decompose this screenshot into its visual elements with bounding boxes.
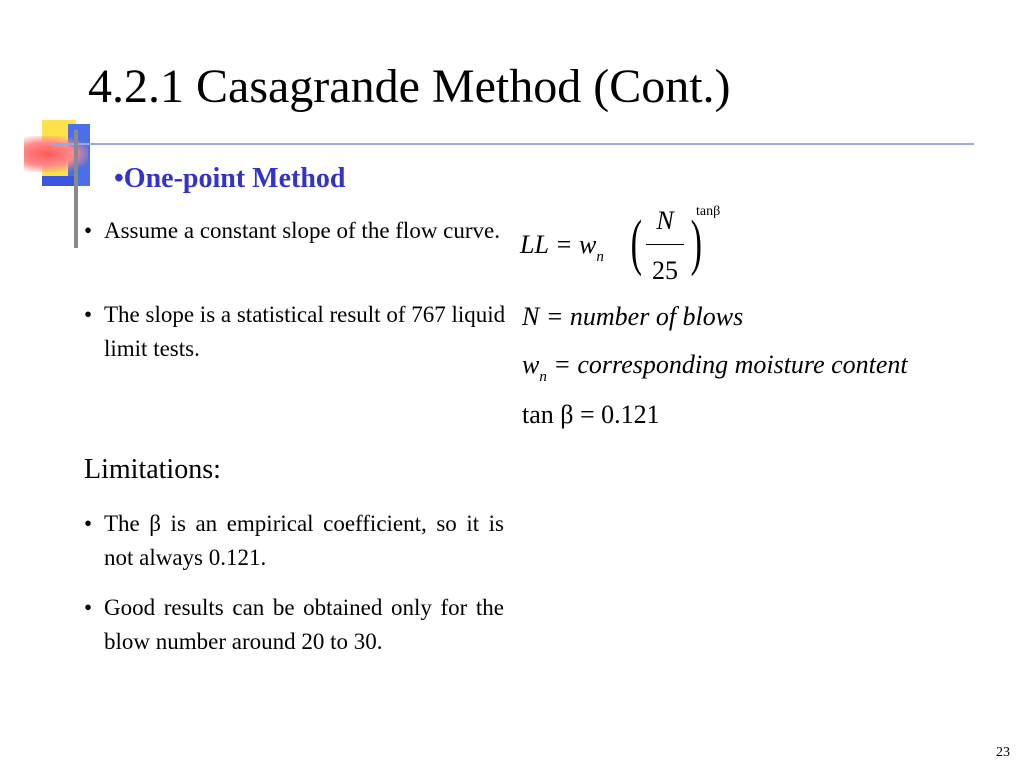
moisture-definition <box>522 350 908 385</box>
tan-beta-value: tan β = 0.121 <box>522 400 660 429</box>
moisture-text: = corresponding moisture content <box>546 350 908 379</box>
limitation-item: • Good results can be obtained only for the blow number around 20 to 30. <box>84 591 504 659</box>
bullet-item: • Assume a constant slope of the flow curve. <box>84 214 504 248</box>
slide-title: 4.2.1 Casagrande Method (Cont.) <box>88 60 731 113</box>
moisture-subscript: n <box>539 369 547 385</box>
fraction-denominator: 25 <box>652 256 678 285</box>
blows-definition: N = number of blows <box>522 302 744 331</box>
bullet-item: • The slope is a statistical result of 767 liquid limit tests. <box>84 298 514 366</box>
moisture-symbol: w <box>522 350 540 379</box>
formula-lhs: LL = w <box>520 230 597 259</box>
formula-exponent: tanβ <box>696 204 721 219</box>
fraction-bar <box>646 244 684 245</box>
right-parenthesis: ) <box>690 209 703 277</box>
decor-red-glow <box>24 136 88 172</box>
liquid-limit-formula <box>520 204 760 294</box>
fraction-numerator: N <box>656 206 674 235</box>
title-divider-line <box>52 143 974 145</box>
section-subheading: •One-point Method <box>114 163 346 194</box>
page-number: 23 <box>996 745 1010 760</box>
limitation-item: • The β is an empirical coefficient, so it is not always 0.121. <box>84 507 504 575</box>
limitations-heading: Limitations: <box>84 454 221 485</box>
left-parenthesis: ( <box>630 209 643 277</box>
decor-vertical-line <box>74 130 78 248</box>
formula-subscript: n <box>596 249 604 265</box>
decor-blue-bar <box>42 176 76 186</box>
